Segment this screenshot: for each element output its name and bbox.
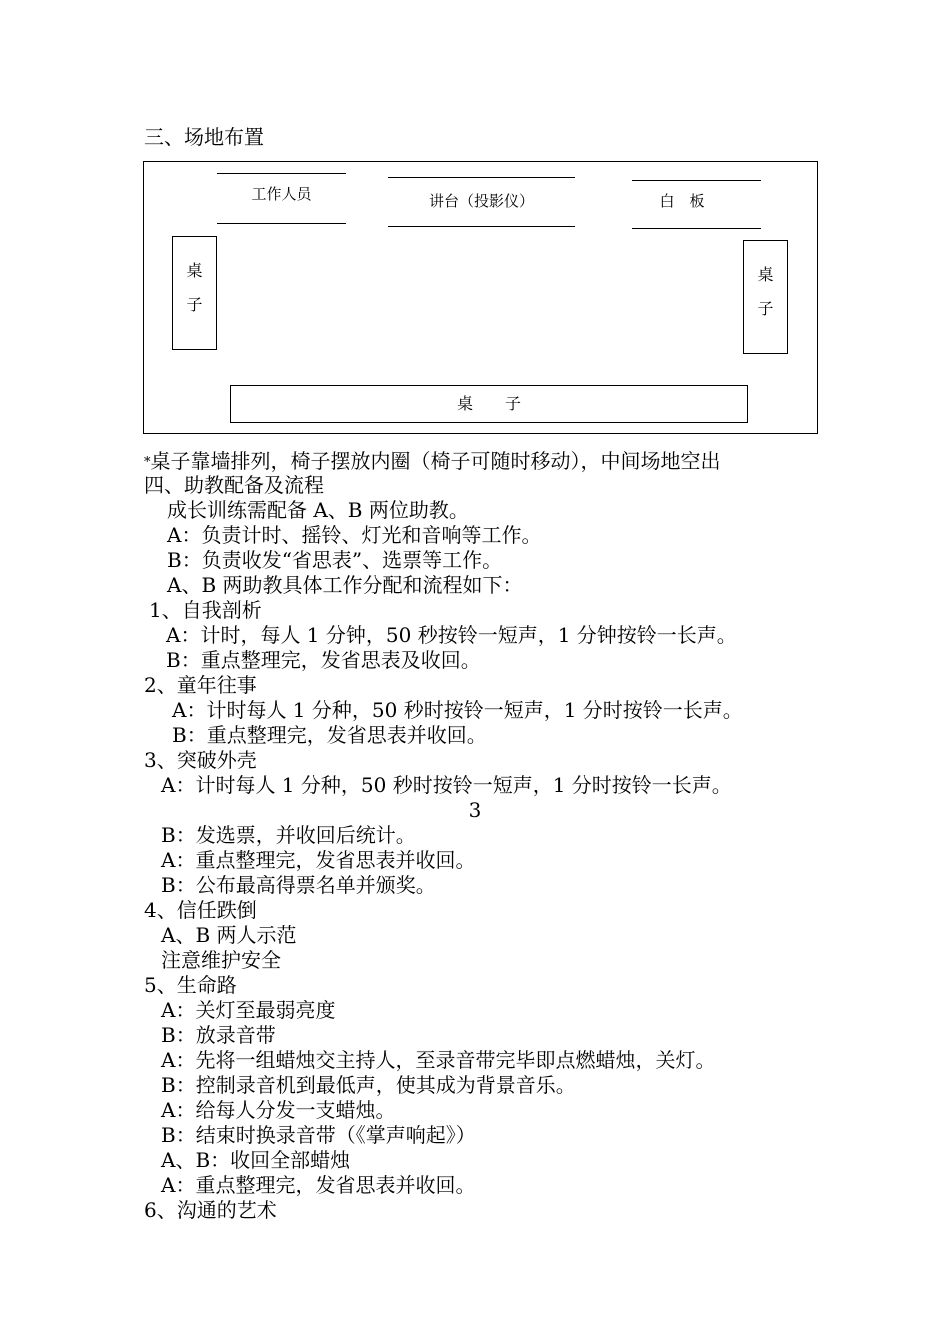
note-text: 桌子靠墙排列，椅子摆放内圈（椅子可随时移动），中间场地空出 (150, 449, 721, 473)
podium-line-top (388, 177, 575, 178)
podium-label: 讲台（投影仪） (428, 192, 534, 210)
left-table-char-1: 桌 (186, 261, 203, 280)
right-table-char-1: 桌 (757, 265, 774, 284)
text-line: B：负责收发“省思表”、选票等工作。 (167, 548, 503, 572)
text-line: 成长训练需配备 A、B 两位助教。 (167, 498, 469, 522)
left-table-char-2: 子 (186, 295, 203, 314)
text-line: A：先将一组蜡烛交主持人，至录音带完毕即点燃蜡烛，关灯。 (161, 1048, 716, 1072)
text-line: A、B 两助教具体工作分配和流程如下： (167, 573, 523, 597)
text-line: A：负责计时、摇铃、灯光和音响等工作。 (167, 523, 542, 547)
text-line: B：重点整理完，发省思表并收回。 (172, 723, 487, 747)
text-line: B：发选票，并收回后统计。 (161, 823, 416, 847)
right-table-char-2: 子 (757, 299, 774, 318)
text-line: A：重点整理完，发省思表并收回。 (161, 1173, 476, 1197)
whiteboard-line-top (632, 180, 761, 181)
text-line: A：给每人分发一支蜡烛。 (161, 1098, 396, 1122)
venue-layout-diagram (143, 161, 818, 434)
text-line: B：公布最高得票名单并颁奖。 (161, 873, 436, 897)
left-table (172, 236, 217, 350)
text-line: A：计时每人 1 分种，50 秒时按铃一短声，1 分时按铃一长声。 (161, 773, 732, 797)
text-line: B：控制录音机到最低声，使其成为背景音乐。 (161, 1073, 576, 1097)
text-line: 注意维护安全 (161, 948, 281, 972)
whiteboard-line-bottom (632, 228, 761, 229)
text-line: B：重点整理完，发省思表及收回。 (166, 648, 481, 672)
text-line: A、B：收回全部蜡烛 (161, 1148, 351, 1172)
right-table (743, 240, 788, 354)
text-line: A：计时每人 1 分种，50 秒时按铃一短声，1 分时按铃一长声。 (172, 698, 743, 722)
staff-line-top (217, 173, 346, 174)
item-heading: 2、童年往事 (144, 673, 257, 697)
text-line: A、B 两人示范 (161, 923, 297, 947)
text-line: A：计时，每人 1 分钟，50 秒按铃一短声，1 分钟按铃一长声。 (166, 623, 737, 647)
section-heading: 四、助教配备及流程 (144, 473, 324, 497)
item-heading: 3、突破外壳 (144, 748, 257, 772)
text-line: A：关灯至最弱亮度 (161, 998, 336, 1022)
text-line: B：结束时换录音带（《掌声响起》） (161, 1123, 476, 1147)
note-asterisk: * (144, 455, 151, 470)
bottom-table: 桌 子 (230, 385, 748, 423)
podium-line-bottom (388, 226, 575, 227)
item-heading: 4、信任跌倒 (144, 898, 257, 922)
item-heading: 1、自我剖析 (149, 598, 262, 622)
whiteboard-label: 白 板 (659, 192, 705, 210)
text-line: B：放录音带 (161, 1023, 276, 1047)
staff-line-bottom (217, 223, 346, 224)
item-heading: 6、沟通的艺术 (144, 1198, 277, 1222)
item-heading: 5、生命路 (144, 973, 237, 997)
text-line: A：重点整理完，发省思表并收回。 (161, 848, 476, 872)
section-title: 三、场地布置 (144, 125, 264, 149)
layout-note (144, 449, 721, 475)
page-number: 3 (468, 798, 482, 822)
staff-label: 工作人员 (251, 185, 312, 203)
